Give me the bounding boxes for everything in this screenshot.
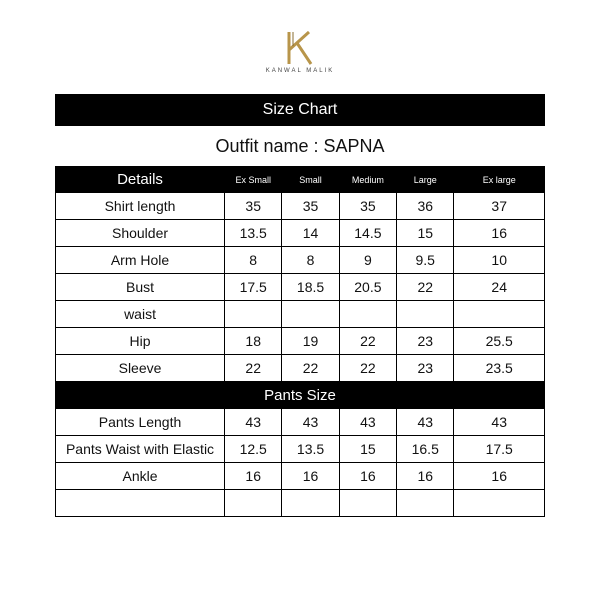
table-row: [56, 355, 545, 382]
table-row: [56, 436, 545, 463]
measurement-cell: 18: [225, 328, 282, 355]
measurement-cell: 23.5: [454, 355, 545, 382]
table-row: [56, 274, 545, 301]
measurement-cell: 25.5: [454, 328, 545, 355]
table-row: [56, 301, 545, 328]
measurement-cell: 12.5: [225, 436, 282, 463]
measurement-cell: [339, 490, 396, 517]
pants-section-title: Pants Size: [56, 382, 545, 409]
measurement-cell: 37: [454, 193, 545, 220]
outfit-label: Outfit name :: [215, 136, 319, 156]
measurement-cell: 17.5: [454, 436, 545, 463]
measurement-cell: 19: [282, 328, 339, 355]
measurement-cell: [225, 301, 282, 328]
measurement-cell: 43: [454, 409, 545, 436]
measurement-cell: 14: [282, 220, 339, 247]
measurement-cell: 35: [282, 193, 339, 220]
measurement-cell: [454, 490, 545, 517]
measurement-cell: 16: [339, 463, 396, 490]
measurement-cell: 22: [225, 355, 282, 382]
measurement-cell: [397, 490, 454, 517]
row-label: Ankle: [56, 463, 225, 490]
brand-logo: [260, 30, 340, 82]
measurement-cell: 8: [282, 247, 339, 274]
measurement-cell: 16.5: [397, 436, 454, 463]
measurement-cell: 15: [397, 220, 454, 247]
size-chart-title: Size Chart: [55, 94, 545, 126]
column-header-size: Ex Small: [225, 167, 282, 193]
row-label: waist: [56, 301, 225, 328]
outfit-name-line: [0, 132, 600, 160]
outfit-name: SAPNA: [323, 136, 385, 156]
measurement-cell: 22: [339, 328, 396, 355]
measurement-cell: 13.5: [225, 220, 282, 247]
measurement-cell: 15: [339, 436, 396, 463]
table-row: [56, 409, 545, 436]
measurement-cell: 22: [339, 355, 396, 382]
measurement-cell: 17.5: [225, 274, 282, 301]
table-row: [56, 463, 545, 490]
row-label: Pants Waist with Elastic: [56, 436, 225, 463]
table-row: [56, 328, 545, 355]
measurement-cell: 43: [339, 409, 396, 436]
measurement-cell: [282, 301, 339, 328]
measurement-cell: 35: [225, 193, 282, 220]
row-label: Shoulder: [56, 220, 225, 247]
measurement-cell: [282, 490, 339, 517]
column-header-size: Small: [282, 167, 339, 193]
brand-name: KANWAL MALIK: [265, 68, 335, 74]
measurement-cell: 22: [282, 355, 339, 382]
k-monogram-icon: [285, 30, 315, 66]
measurement-cell: [454, 301, 545, 328]
row-label: Pants Length: [56, 409, 225, 436]
measurement-cell: 23: [397, 328, 454, 355]
measurement-cell: [225, 490, 282, 517]
row-label: Hip: [56, 328, 225, 355]
measurement-cell: 9: [339, 247, 396, 274]
row-label: Shirt length: [56, 193, 225, 220]
table-row: [56, 247, 545, 274]
column-header-size: Large: [397, 167, 454, 193]
measurement-cell: 16: [282, 463, 339, 490]
measurement-cell: [397, 301, 454, 328]
measurement-cell: 9.5: [397, 247, 454, 274]
column-header-details: Details: [56, 167, 225, 193]
pants-section-row: [56, 382, 545, 409]
measurement-cell: 20.5: [339, 274, 396, 301]
row-label: Bust: [56, 274, 225, 301]
measurement-cell: 43: [282, 409, 339, 436]
table-row: [56, 220, 545, 247]
measurement-cell: 43: [397, 409, 454, 436]
measurement-cell: 23: [397, 355, 454, 382]
table-row: [56, 193, 545, 220]
size-table: [55, 166, 545, 517]
measurement-cell: [339, 301, 396, 328]
measurement-cell: 35: [339, 193, 396, 220]
measurement-cell: 18.5: [282, 274, 339, 301]
table-header-row: [56, 167, 545, 193]
measurement-cell: 36: [397, 193, 454, 220]
row-label: [56, 490, 225, 517]
row-label: Arm Hole: [56, 247, 225, 274]
column-header-size: Ex large: [454, 167, 545, 193]
measurement-cell: 43: [225, 409, 282, 436]
measurement-cell: 16: [225, 463, 282, 490]
measurement-cell: 24: [454, 274, 545, 301]
measurement-cell: 16: [397, 463, 454, 490]
measurement-cell: 14.5: [339, 220, 396, 247]
row-label: Sleeve: [56, 355, 225, 382]
column-header-size: Medium: [339, 167, 396, 193]
measurement-cell: 16: [454, 463, 545, 490]
table-row: [56, 490, 545, 517]
measurement-cell: 16: [454, 220, 545, 247]
measurement-cell: 22: [397, 274, 454, 301]
measurement-cell: 10: [454, 247, 545, 274]
measurement-cell: 13.5: [282, 436, 339, 463]
measurement-cell: 8: [225, 247, 282, 274]
